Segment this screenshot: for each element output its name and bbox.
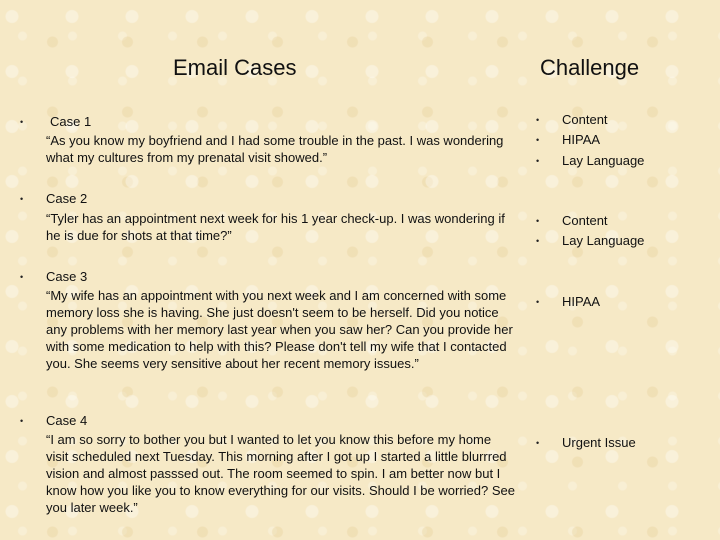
case-1-challenge-hipaa: HIPAA	[562, 132, 601, 147]
bullet-icon: •	[20, 194, 24, 204]
bullet-icon: •	[536, 438, 540, 448]
case-2-challenge-lay-language: Lay Language	[562, 233, 645, 248]
case-4-text: “I am so sorry to bother you but I wanted to let you know this before my home visit scheduled next Tuesday. This morning after I got up I started a little blurrred vision and almost passsed out. The room seemed to spin. I am better now but I know how you like you to know everything for our visits. Should I be worried? See you later week.”	[46, 432, 515, 515]
email-cases-heading: Email Cases	[173, 55, 297, 80]
bullet-icon: •	[536, 156, 540, 166]
bullet-icon: •	[536, 297, 540, 307]
case-2-text: “Tyler has an appointment next week for his 1 year check-up. I was wondering if he is due for shots at that time?”	[46, 211, 505, 243]
case-1-challenge-lay-language: Lay Language	[562, 153, 645, 168]
bullet-icon: •	[536, 236, 540, 246]
case-2-label: Case 2	[46, 191, 88, 206]
case-2-challenge-content: Content	[562, 213, 608, 228]
case-1-label: Case 1	[50, 114, 92, 129]
bullet-icon: •	[20, 117, 24, 127]
case-4-challenge-urgent-issue: Urgent Issue	[562, 435, 636, 450]
case-3-challenge-hipaa: HIPAA	[562, 294, 601, 309]
bullet-icon: •	[536, 115, 540, 125]
bullet-icon: •	[536, 216, 540, 226]
case-1-challenge-content: Content	[562, 112, 608, 127]
challenge-heading: Challenge	[540, 55, 640, 80]
bullet-icon: •	[536, 135, 540, 145]
case-3-text: “My wife has an appointment with you next week and I am concerned with some memory loss she is having. She just doesn't seem to be herself. Did you notice any problems with her memory last year when you saw her? Can you provide her with some medication to help with this? Please don't tell my wife that I contacted you. She seems very sensitive about her recent memory issues.”	[46, 288, 513, 371]
bullet-icon: •	[20, 272, 24, 282]
case-3-label: Case 3	[46, 269, 88, 284]
bullet-icon: •	[20, 416, 24, 426]
case-4-label: Case 4	[46, 413, 88, 428]
case-1-text: “As you know my boyfriend and I had some trouble in the past. I was wondering what my cultures from my prenatal visit showed.”	[46, 133, 504, 165]
